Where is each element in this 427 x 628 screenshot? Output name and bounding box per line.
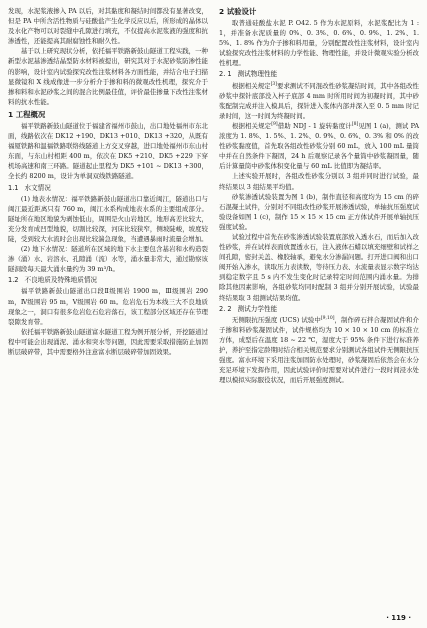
paragraph bbox=[219, 81, 419, 121]
paragraph: 依托福平铁路新鼓山隧道富水隧道工程为例开展分析，开挖隧道过程中可能会出现涌泥、涌水和突水等问题，因此需要采取措施防止加固断层破碎带，其中需要格外注意富水断层破碎带加固效果。 bbox=[8, 327, 208, 356]
paragraph: 发现，水泥浆液掺入 PA 以后，对其黏度和凝结时间都没有显著改变，但是 PA 中所含活性物质与硅酸盐产生化学反应以后，所形成的晶体以及水化产物可以对裂缝中孔隙进行填充，不仅提高水泥浆液的强度和抗渗透性，还能提高其耐腐蚀性和耐久性。 bbox=[8, 7, 208, 46]
section-heading: 2 试验设计 bbox=[219, 7, 257, 16]
paragraph: 基于以上研究现状分析，依托福平铁路新鼓山隧道工程实践，一种新型水泥基渗透结晶型防水材料被提出，研究其对于水泥砂浆防渗性能的影响，设计室内试验探究改性注浆材料各方面性能，并结合电子扫描显微镜和 X 线成像进一步分析介于掺和料的微观改性机理，探究介于掺和料和水泥砂浆之间的混合比例最佳值，评价最佳掺量下改性注浆材料的抗水性能。 bbox=[8, 47, 208, 106]
text-run: ，制作碎石拌合凝固试件和介子掺和料砂浆凝固试件，试件规格均为 10 × 10 × 10 cm 的标准立方体，成型后在温度 18 ~ 22 ℃，湿度大于 95% 条件下进行标准养护，养护至指定龄期时结合相关规范要求分别测试各组试件无侧限抗压强度。富水环境下采用注浆加固防水处理时，砂浆凝固后依然会在水分充足环境下发挥作用，因此试验评价时需要对试件进行一段时间浸水处理以模拟实际服役状况，而后开展强度测试。 bbox=[219, 315, 419, 385]
subsection-heading bbox=[219, 304, 419, 314]
subsection-heading bbox=[8, 275, 208, 285]
subsection-heading bbox=[8, 183, 208, 193]
paragraph: 试验过程中首先在砂浆渗透试验装置底部放入透水石，而后加入改性砂浆，并在试样表面放置透水石，注入液体石蜡以填充细壁和试样之间孔隙，密封关盖、橡胶轴承，避免水分渗漏问题。打开进口阀和出口阀开始入渗水，读取压力表读数，等待压力表、水流量表显示数字均达到稳定数字且 5 s 内不发生变化时记录特定时间范围内涌水量。为排除其他因素影响，各组砂浆均同时配制 3 组并分别开展试验，试验最终结果取 3 组测试结果均值。 bbox=[219, 232, 419, 302]
paragraph: 福平铁路新鼓山隧道位于福建省福州市鼓山，出口地处福州市东北面，线路依次在 DK12 +190、DK13 +010、DK13 +320，从既有福厦铁路和温福铁路联络线隧道上方交叉穿越，进口地处福州市东山村东面，与东山村相距 400 m，依次在 DK5 +210、DK5 +229 下穿机场高速和南三环路。隧道起止里程为 DK5 +101 ~ DK13 +300，全长约 8200 m，设计为单洞双线铁路隧道。 bbox=[8, 121, 208, 181]
paragraph bbox=[219, 121, 419, 171]
paragraph: 福平铁路新鼓山隧道出口段Ⅱ级围岩 1900 m，Ⅲ级围岩 290 m，Ⅳ级围岩 95 m，Ⅴ级围岩 60 m。危岩危石为本线三大不良地质现象之一，洞口有很多危岩危石危岩落石，该工程部分区域还存在节理裂隙发育带。 bbox=[8, 287, 208, 326]
citation: [3] bbox=[270, 81, 277, 87]
paragraph: (2) 地下水情况：隧道所在区域的地下水主要包含基岩和水构造裂渗（涌）水、岩溶水、孔隙涌（流）水等，涌水量非常大，通过勘察该隧洞段每天最大涌水量约为 39 m³/h。 bbox=[8, 245, 208, 274]
paragraph: 上述实验开展时，各组改性砂浆分别以 3 组并同时进行试验，最终结果以 3 组结果平均值。 bbox=[219, 172, 419, 191]
paragraph bbox=[219, 315, 419, 386]
subsection-number: 2. 2 bbox=[219, 304, 232, 313]
text-run: 见图 1 (a)，测试 PA 浓度为 1. 8%、1. 5%、1. 2%、0. 9%、0. 6%、0. 3% 和 0% 的改性砂浆黏度值，首先取各组改性砂浆分别 60 mL，放入 100 mL 量筒中并在自然条件下凝固，24 h 后观察记录各个量筒中砂浆凝固量，随后计算量筒中砂浆体积变化量与 60 mL 比值即为凝结率。 bbox=[219, 121, 419, 171]
paragraph: 取普通硅酸盐水泥 P. O42. 5 作为水泥原料，水泥浆配比为 1 : 1，并准备水泥质量的 0%、0. 3%、0. 6%、0. 9%、1. 2%、1. 5%、1. 8% 作为介子掺和料用量，分别配置改性注浆材料，设计室内试验探究改性注浆材料的力学性能、物理性能，并设计微观实验分析改性机理。 bbox=[219, 19, 419, 68]
citation: [9] bbox=[271, 121, 278, 127]
right-column bbox=[219, 6, 419, 385]
subsection-title: 水文情况 bbox=[24, 183, 51, 192]
subsection-number: 2. 1 bbox=[219, 70, 232, 79]
section-heading: 1 工程概况 bbox=[8, 109, 46, 119]
page-number: · 119 · bbox=[386, 614, 411, 622]
text-run: 根据相关规定 bbox=[231, 121, 272, 130]
subsection-title: 测试物理性能 bbox=[237, 70, 278, 79]
text-run: 借助 NDJ - 1 旋转黏度计 bbox=[277, 121, 352, 130]
text-run: 根据相关规定 bbox=[231, 81, 271, 90]
citation: [8] bbox=[351, 121, 359, 127]
subsection-title: 不良地质及特殊地质情况 bbox=[24, 276, 98, 285]
subsection-heading bbox=[219, 69, 419, 79]
subsection-number: 1.1 bbox=[8, 183, 19, 192]
subsection-title: 测试力学性能 bbox=[237, 304, 278, 313]
paragraph: (1) 地表水情况：福平铁路新鼓山隧道出口靠近闽江，隧道出口与闽江最近距离只有 760 m，闽江水系构成地表水系的主要组成部分。隧址所在地区地貌为剥蚀低山，周围是火山岩地区，地形高差比较大，充分发育成凹型地貌，切割比较深，河床比较狭窄，侧坡陡峻，坡度较陡，受到较大水流时会出现比较湍急现象，当遭遇暴雨时流量会增加。 bbox=[8, 194, 208, 243]
paragraph: 砂浆渗透试验装置为图 1 (b)，制作直径和高度均为 15 cm 的碎石混凝土试件，分别对不同组改性砂浆开展渗透试验，单轴抗压强度试验设备如图 1 (c)，制作 15 × 15 × 15 cm 正方体试件开展单轴抗压强度试验。 bbox=[219, 192, 419, 231]
subsection-number: 1.2 bbox=[8, 276, 19, 285]
text-run: 要求测试不同混改性砂浆凝结时间，其中各组改性砂浆中探针底部没入杯子底部 4 mm 时所用时间为初凝时间，其中砂浆配制完成并注入模具后，探针进入浆体内部并深入至 0. 5 mm 时记录时间，这一时间为终凝时间。 bbox=[219, 81, 419, 120]
left-column bbox=[8, 6, 208, 357]
text-run: 无侧限抗压强度 (UCS) 试验中 bbox=[231, 315, 321, 324]
citation: [9,10] bbox=[320, 315, 335, 321]
